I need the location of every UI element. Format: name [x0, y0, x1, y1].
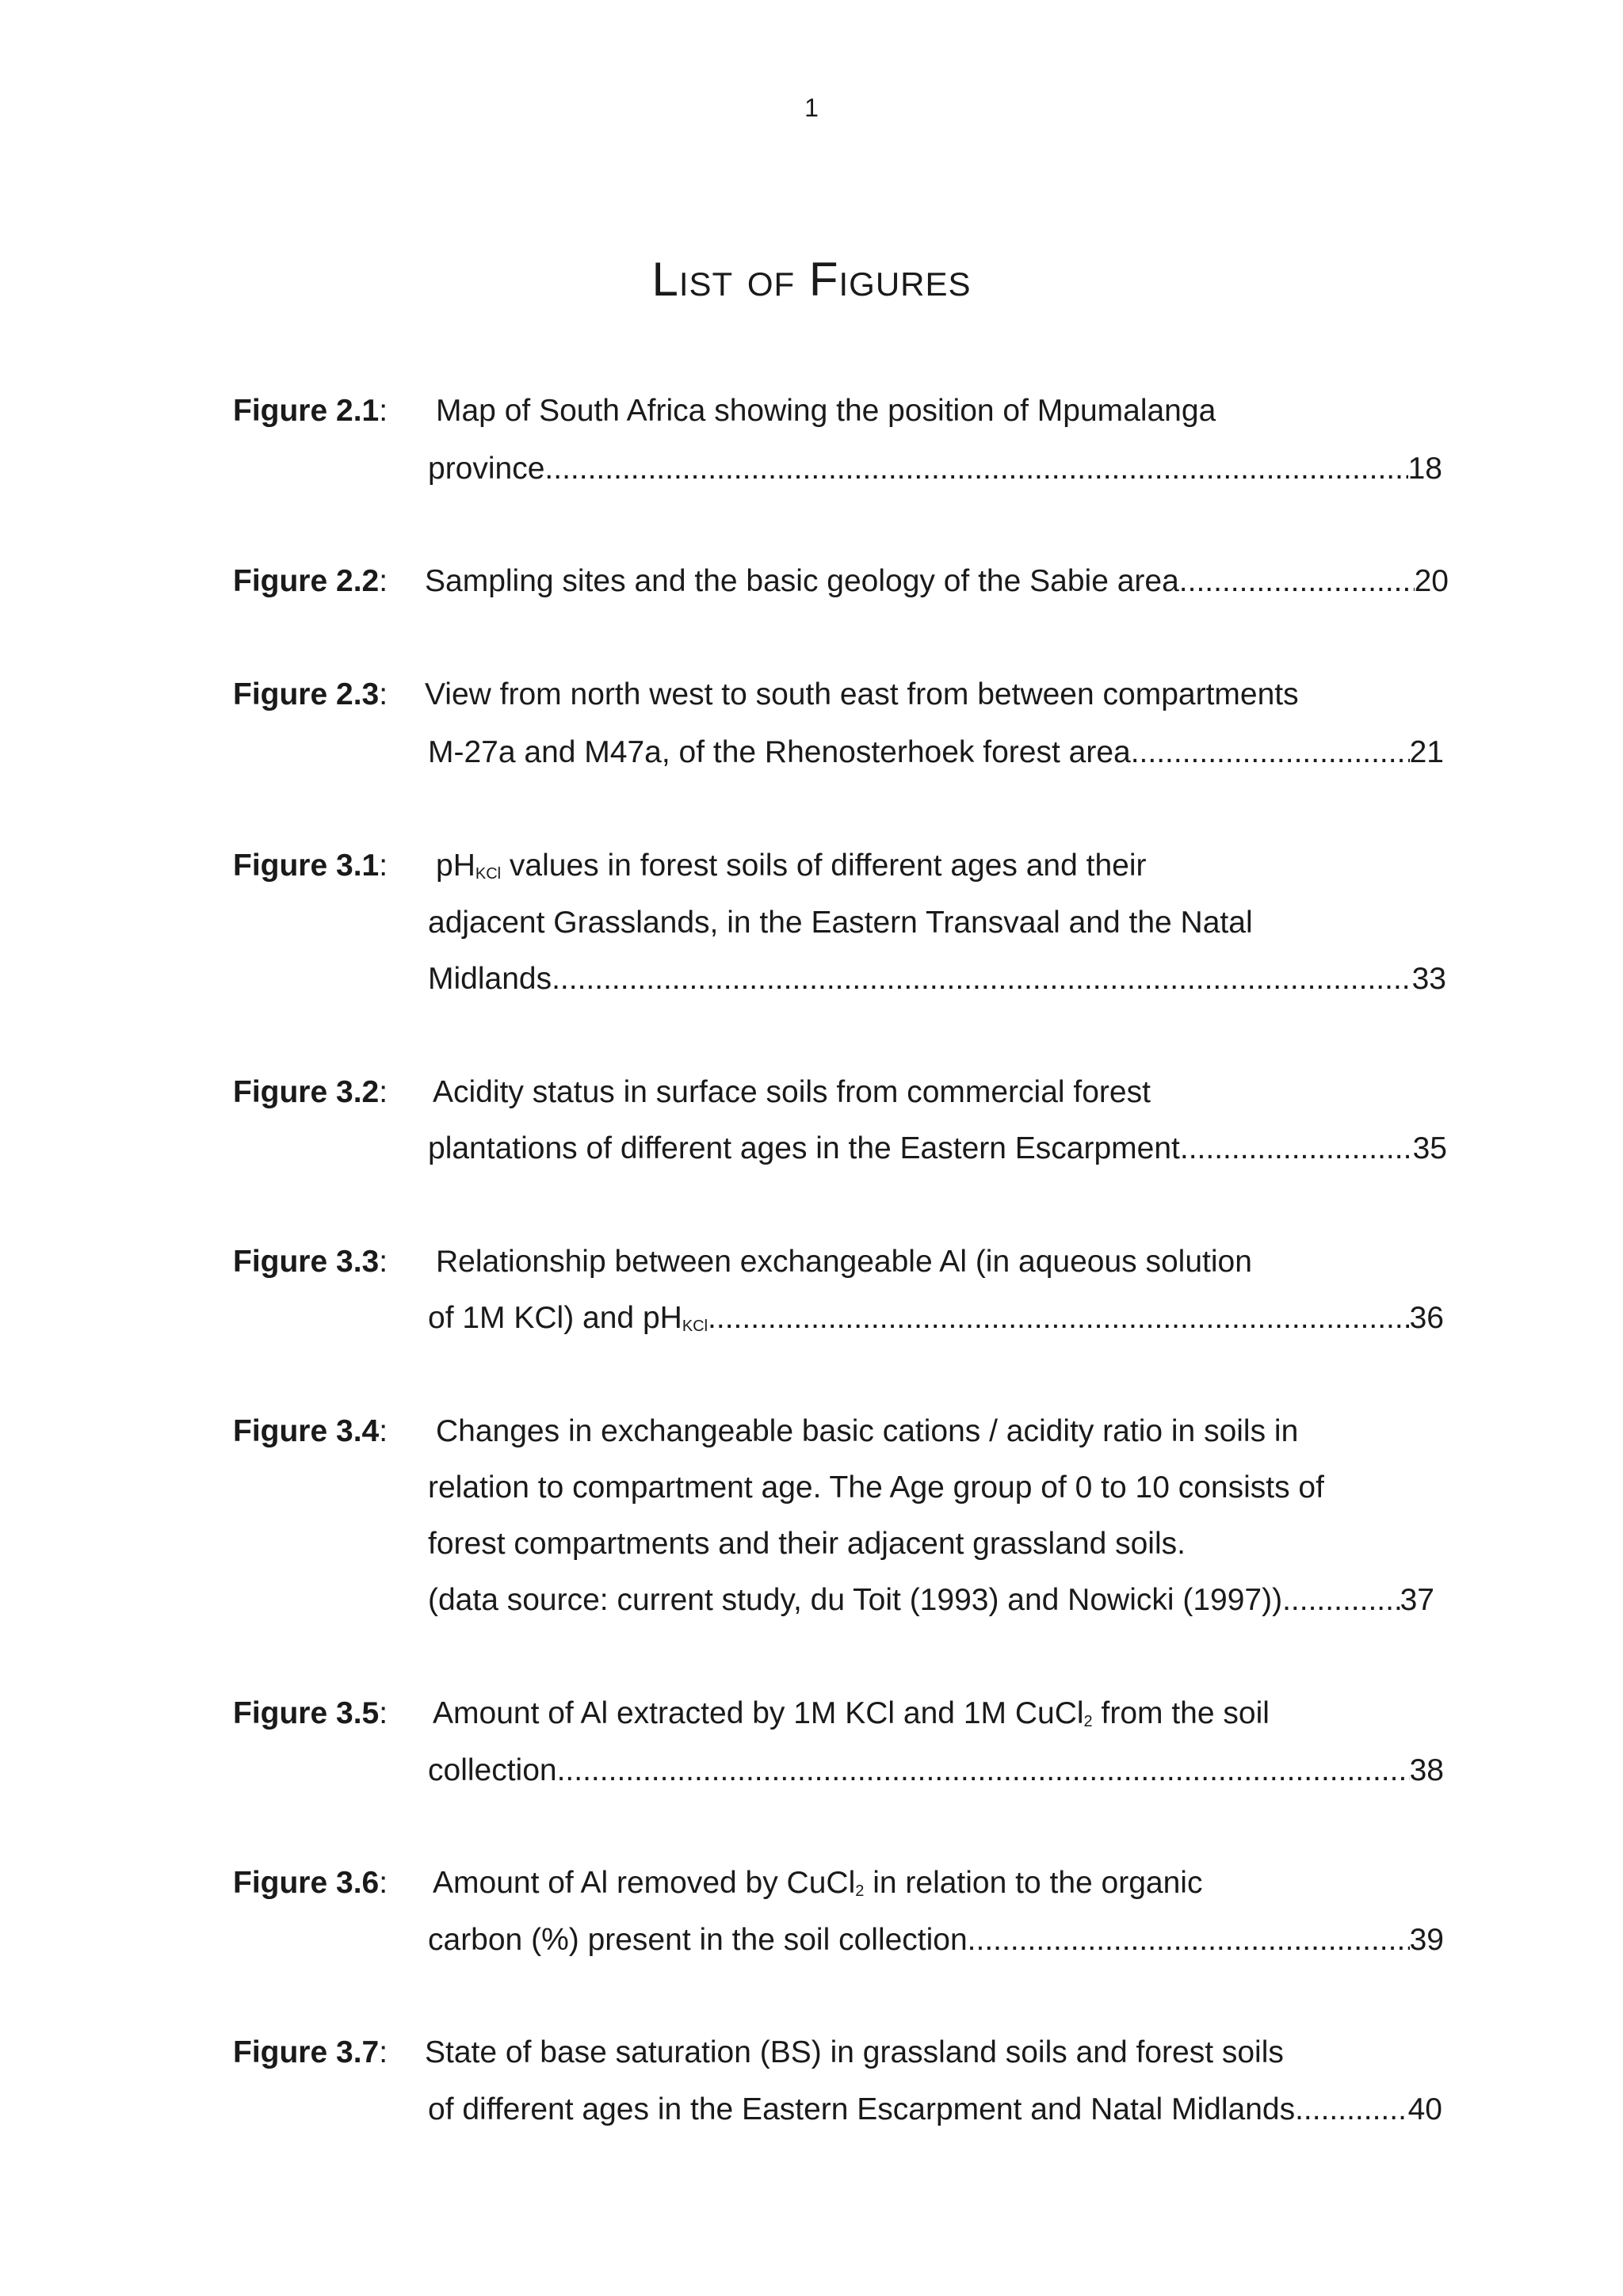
- figure-label: Figure 2.3: [233, 677, 380, 711]
- page-number: 1: [804, 93, 819, 122]
- figure-label: Figure 2.1: [233, 394, 380, 428]
- entry-last-line: of 1M KCl) and $pH_{KCl}$ ..... 36: [428, 1301, 1444, 1336]
- page-ref: 37: [1400, 1583, 1434, 1617]
- page-ref: 20: [1414, 564, 1449, 598]
- entry-last-line: M-27a and M47a, of the Rhenosterhoek forest area ..... 21: [428, 735, 1444, 770]
- entry-last-line: (data source: current study, du Toit (1993) and Nowicki (1997)) ..... 37: [428, 1583, 1434, 1618]
- entry-text-line: Amount of Al extracted by 1M KCl and 1M CuCl$_2$ from the soil: [433, 1696, 1270, 1730]
- page-ref: 35: [1412, 1131, 1447, 1165]
- figure-label: Figure 3.4: [233, 1414, 380, 1448]
- figure-label: Figure 3.3: [233, 1245, 380, 1279]
- figure-label: Figure 3.2: [233, 1075, 380, 1109]
- figure-label: Figure 3.5: [233, 1696, 380, 1730]
- entry-text-line: State of base saturation (BS) in grassland soils and forest soils: [425, 2035, 1284, 2069]
- entry-text-line: adjacent Grasslands, in the Eastern Transvaal and the Natal: [428, 906, 1253, 940]
- entry-last-line: carbon (%) present in the soil collection ..... 39: [428, 1923, 1444, 1958]
- entry-text-line: Relationship between exchangeable Al (in aqueous solution: [436, 1245, 1252, 1279]
- entry-text-line: forest compartments and their adjacent grassland soils.: [428, 1527, 1186, 1561]
- page-title: List of Figures: [651, 253, 972, 306]
- entry-last-line: Sampling sites and the basic geology of the Sabie area ..... 20: [425, 564, 1449, 599]
- page-ref: 21: [1409, 735, 1444, 769]
- entry-last-line: of different ages in the Eastern Escarpment and Natal Midlands ..... 40: [428, 2092, 1442, 2127]
- page-ref: 39: [1409, 1923, 1444, 1957]
- entry-text-line: Changes in exchangeable basic cations / acidity ratio in soils in: [436, 1414, 1299, 1448]
- figure-label: Figure 3.1: [233, 849, 380, 883]
- page-ref: 40: [1407, 2092, 1442, 2126]
- entry-last-line: plantations of different ages in the Eastern Escarpment ..... 35: [428, 1131, 1447, 1166]
- entry-last-line: province ..... 18: [428, 452, 1442, 486]
- figure-label: Figure 2.2: [233, 564, 380, 598]
- entry-text-line: $pH_{KCl}$ values in forest soils of different ages and their: [436, 849, 1147, 883]
- entry-text-line: Map of South Africa showing the position of Mpumalanga: [436, 394, 1216, 428]
- entry-text-line: View from north west to south east from between compartments: [425, 677, 1299, 711]
- page-ref: 38: [1409, 1753, 1444, 1787]
- figure-label: Figure 3.6: [233, 1866, 380, 1900]
- page-ref: 18: [1407, 452, 1442, 486]
- entry-text-line: relation to compartment age. The Age group of 0 to 10 consists of: [428, 1470, 1324, 1505]
- entry-last-line: collection ..... 38: [428, 1753, 1444, 1788]
- entry-last-line: Midlands ..... 33: [428, 962, 1446, 997]
- figure-label: Figure 3.7: [233, 2035, 380, 2069]
- page-ref: 33: [1411, 962, 1446, 996]
- page-ref: 36: [1409, 1301, 1444, 1335]
- entry-text-line: Acidity status in surface soils from commercial forest: [433, 1075, 1151, 1109]
- entry-text-line: Amount of Al removed by CuCl$_2$ in relation to the organic: [433, 1866, 1203, 1900]
